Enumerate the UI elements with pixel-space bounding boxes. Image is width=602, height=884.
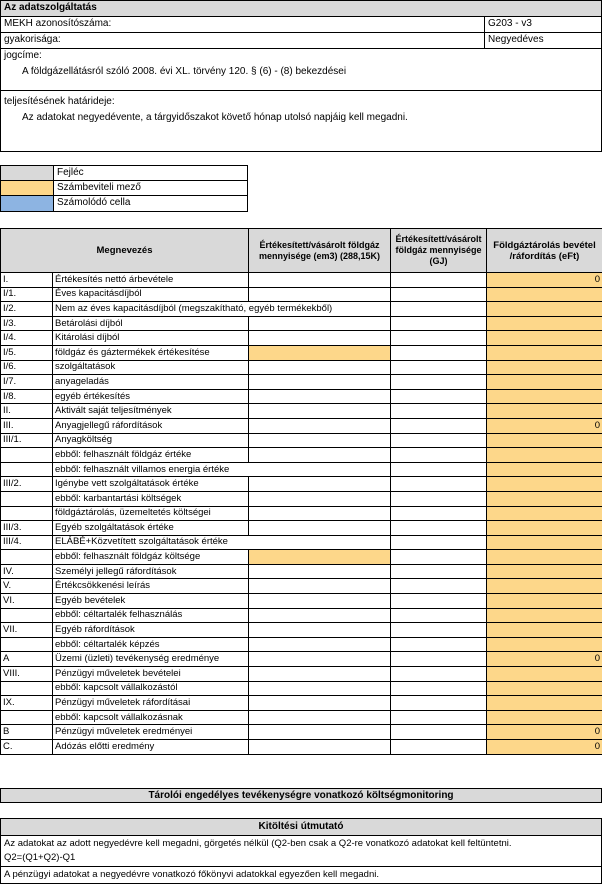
em3-cell[interactable] [249,637,391,652]
eft-cell[interactable] [487,681,602,696]
legend-row-line [54,180,247,181]
row-name: ebből: céltartalék felhasználás [53,608,249,623]
row-name: Személyi jellegű ráfordítások [53,564,249,579]
col-header-eft: Földgáztárolás bevétel /ráfordítás (eFt) [487,229,602,273]
jogcime-text: A földgázellátásról szóló 2008. évi XL. törvény 120. § (6) - (8) bekezdései [22,66,347,77]
legend-row-line [54,195,247,196]
em3-cell[interactable] [249,375,391,390]
eft-cell[interactable] [487,550,602,565]
gj-cell[interactable] [391,316,487,331]
table-row [1,725,602,740]
row-code: I/5. [1,345,53,360]
gj-cell[interactable] [391,491,487,506]
row-name: Aktivált saját teljesítmények [53,404,249,419]
gyakorisag-value: Negyedéves [488,34,544,45]
row-code [1,608,53,623]
gj-cell[interactable] [391,696,487,711]
em3-cell[interactable] [249,594,391,609]
eft-cell[interactable] [487,389,602,404]
legend-swatch-fejlec [1,166,54,181]
row-name: Pénzügyi műveletek eredményei [53,725,249,740]
table-row [1,448,602,463]
header-title: Az adatszolgáltatás [4,2,97,13]
gj-cell[interactable] [391,418,487,433]
em3-cell[interactable] [249,710,391,725]
eft-cell[interactable] [487,521,602,536]
row-name: Értékcsökkenési leírás [53,579,249,594]
legend-label-szamolodo: Számolódó cella [57,197,131,208]
row-code: III/2. [1,477,53,492]
gj-cell[interactable] [391,331,487,346]
hatarido-label: teljesítésének határideje: [4,96,115,107]
eft-cell[interactable] [487,462,602,477]
gj-cell[interactable] [391,710,487,725]
row-code: I/2. [1,302,53,317]
row-name: ebből: felhasznált földgáz értéke [53,448,249,463]
table-row [1,579,602,594]
azonosito-label: MEKH azonosítószáma: [4,18,112,29]
em3-cell[interactable] [249,316,391,331]
eft-cell[interactable] [487,623,602,638]
table-row [1,608,602,623]
row-name: Anyagköltség [53,433,249,448]
instruction-line: Q2=(Q1+Q2)-Q1 [4,852,76,863]
em3-cell[interactable] [249,389,391,404]
table-row [1,462,602,477]
table-row [1,740,602,755]
gj-cell[interactable] [391,448,487,463]
gj-cell[interactable] [391,564,487,579]
eft-cell[interactable] [487,287,602,302]
em3-cell[interactable] [249,477,391,492]
table-row [1,506,602,521]
row-name: Pénzügyi műveletek ráfordításai [53,696,249,711]
row-code: A [1,652,53,667]
table-row [1,637,602,652]
row-name: szolgáltatások [53,360,249,375]
em3-cell[interactable] [249,623,391,638]
table-row [1,594,602,609]
table-row [1,360,602,375]
row-code [1,550,53,565]
eft-cell[interactable] [487,345,602,360]
eft-cell[interactable]: 0 [487,273,602,288]
eft-cell[interactable] [487,477,602,492]
eft-cell[interactable] [487,316,602,331]
header-row-line [0,48,602,49]
table-row [1,345,602,360]
row-code: III/3. [1,521,53,536]
legend-label-fejlec: Fejléc [57,167,84,178]
eft-cell[interactable] [487,404,602,419]
em3-cell[interactable] [249,491,391,506]
row-name: Igénybe vett szolgáltatások értéke [53,477,249,492]
table-row [1,404,602,419]
row-name: földgáz és gáztermékek értékesítése [53,345,249,360]
row-code: I/6. [1,360,53,375]
row-code: VIII. [1,667,53,682]
row-code: V. [1,579,53,594]
em3-cell[interactable] [249,550,391,565]
azonosito-value: G203 - v3 [488,18,532,29]
row-code: I/7. [1,375,53,390]
table-row [1,287,602,302]
gj-cell[interactable] [391,521,487,536]
eft-cell[interactable] [487,433,602,448]
row-code: II. [1,404,53,419]
row-code: I/3. [1,316,53,331]
em3-cell[interactable] [249,579,391,594]
row-code: III/1. [1,433,53,448]
row-name: ebből: kapcsolt vállalkozástól [53,681,249,696]
table-row [1,389,602,404]
gj-cell[interactable] [391,287,487,302]
gj-cell[interactable] [391,725,487,740]
row-name: Nem az éves kapacitásdíjból (megszakítható, egyéb termékekből) [53,302,391,317]
gj-cell[interactable] [391,404,487,419]
row-code: I/8. [1,389,53,404]
gj-cell[interactable] [391,360,487,375]
table-row [1,710,602,725]
gj-cell[interactable] [391,667,487,682]
gj-cell[interactable] [391,433,487,448]
em3-cell[interactable] [249,740,391,755]
row-name: Egyéb ráfordítások [53,623,249,638]
row-code: VII. [1,623,53,638]
eft-cell[interactable] [487,667,602,682]
legend-label-szambeviteli: Számbeviteli mező [57,182,141,193]
col-header-em3: Értékesített/vásárolt földgáz mennyisége (em3) (288,15K) [249,229,391,273]
table-row [1,375,602,390]
row-code [1,637,53,652]
eft-cell[interactable]: 0 [487,652,602,667]
eft-cell[interactable]: 0 [487,740,602,755]
eft-cell[interactable] [487,302,602,317]
instruction-line: A pénzügyi adatokat a negyedévre vonatkozó főkönyvi adatokkal egyezően kell megadni. [4,869,379,880]
row-name: ebből: kapcsolt vállalkozásnak [53,710,249,725]
row-name: Üzemi (üzleti) tevékenység eredménye [53,652,249,667]
eft-cell[interactable] [487,579,602,594]
instruction-line: Az adatokat az adott negyedévre kell megadni, görgetés nélkül (Q2-ben csak a Q2-re vonatkozó adatokat kell feltüntetni. [4,838,512,849]
eft-cell[interactable] [487,696,602,711]
gj-cell[interactable] [391,550,487,565]
row-code [1,448,53,463]
row-code: IX. [1,696,53,711]
table-row [1,652,602,667]
row-code: I/1. [1,287,53,302]
row-code [1,506,53,521]
cost-table-body [1,273,602,755]
row-code [1,710,53,725]
legend-swatch-szamolodo [1,196,54,211]
row-code [1,681,53,696]
table-row [1,564,602,579]
em3-cell[interactable] [249,448,391,463]
gj-cell[interactable] [391,652,487,667]
em3-cell[interactable] [249,725,391,740]
em3-cell[interactable] [249,564,391,579]
gj-cell[interactable] [391,535,487,550]
em3-cell[interactable] [249,681,391,696]
gj-cell[interactable] [391,623,487,638]
table-row [1,550,602,565]
hatarido-text: Az adatokat negyedévente, a tárgyidőszakot követő hónap utolsó napjáig kell megadni. [22,112,408,123]
table-row [1,477,602,492]
table-row [1,302,602,317]
gj-cell[interactable] [391,608,487,623]
em3-cell[interactable] [249,696,391,711]
instructions-title: Kitöltési útmutató [258,821,344,832]
table-row [1,331,602,346]
row-name: Egyéb szolgáltatások értéke [53,521,249,536]
em3-cell[interactable] [249,404,391,419]
row-name: Betárolási díjból [53,316,249,331]
gj-cell[interactable] [391,637,487,652]
cost-table [0,228,602,755]
row-name: Értékesítés nettó árbevétele [53,273,249,288]
table-row [1,273,602,288]
row-code: IV. [1,564,53,579]
row-name: ebből: céltartalék képzés [53,637,249,652]
em3-cell[interactable] [249,667,391,682]
gj-cell[interactable] [391,594,487,609]
em3-cell[interactable] [249,287,391,302]
col-header-megnevezes: Megnevezés [1,229,249,273]
em3-cell[interactable] [249,652,391,667]
row-name: anyageladás [53,375,249,390]
eft-cell[interactable]: 0 [487,725,602,740]
row-code [1,462,53,477]
row-name: ELÁBÉ+Közvetített szolgáltatások értéke [53,535,391,550]
gj-cell[interactable] [391,477,487,492]
eft-cell[interactable] [487,448,602,463]
eft-cell[interactable] [487,535,602,550]
header-value-divider [484,16,485,49]
row-name: Éves kapacitásdíjból [53,287,249,302]
em3-cell[interactable] [249,433,391,448]
row-code: I. [1,273,53,288]
row-code: VI. [1,594,53,609]
table-row [1,535,602,550]
eft-cell[interactable] [487,710,602,725]
row-code: I/4. [1,331,53,346]
eft-cell[interactable] [487,594,602,609]
gj-cell[interactable] [391,506,487,521]
gj-cell[interactable] [391,681,487,696]
table-row [1,316,602,331]
row-code [1,491,53,506]
row-name: ebből: karbantartási költségek [53,491,249,506]
table-row [1,491,602,506]
em3-cell[interactable] [249,331,391,346]
header-row-line [0,90,602,91]
gj-cell[interactable] [391,579,487,594]
em3-cell[interactable] [249,418,391,433]
em3-cell[interactable] [249,345,391,360]
eft-cell[interactable] [487,637,602,652]
table-row [1,667,602,682]
row-name: Pénzügyi műveletek bevételei [53,667,249,682]
col-header-gj: Értékesített/vásárolt földgáz mennyisége (GJ) [391,229,487,273]
header-row-line [0,32,602,33]
gyakorisag-label: gyakorisága: [4,34,61,45]
gj-cell[interactable] [391,389,487,404]
row-name: Kitárolási díjból [53,331,249,346]
eft-cell[interactable] [487,608,602,623]
gj-cell[interactable] [391,740,487,755]
row-code: B [1,725,53,740]
table-row [1,623,602,638]
row-name: Adózás előtti eredmény [53,740,249,755]
gj-cell[interactable] [391,302,487,317]
footer-banner-text: Tárolói engedélyes tevékenységre vonatkozó költségmonitoring [148,790,454,801]
eft-cell[interactable] [487,506,602,521]
eft-cell[interactable] [487,360,602,375]
eft-cell[interactable] [487,375,602,390]
table-row [1,521,602,536]
row-code: C. [1,740,53,755]
gj-cell[interactable] [391,345,487,360]
row-name: Egyéb bevételek [53,594,249,609]
table-row [1,418,602,433]
eft-cell[interactable] [487,491,602,506]
jogcime-label: jogcíme: [4,50,42,61]
em3-cell[interactable] [249,273,391,288]
legend-swatch-szambeviteli [1,181,54,196]
row-code: III. [1,418,53,433]
eft-cell[interactable] [487,331,602,346]
em3-cell[interactable] [249,521,391,536]
row-name: földgáztárolás, üzemeltetés költségei [53,506,249,521]
eft-cell[interactable] [487,564,602,579]
table-row [1,433,602,448]
gj-cell[interactable] [391,462,487,477]
table-row [1,681,602,696]
table-row [1,696,602,711]
row-name: Anyagjellegű ráfordítások [53,418,249,433]
row-code: III/4. [1,535,53,550]
em3-cell[interactable] [249,360,391,375]
em3-cell[interactable] [249,506,391,521]
gj-cell[interactable] [391,375,487,390]
row-name: ebből: felhasznált földgáz költsége [53,550,249,565]
row-name: egyéb értékesítés [53,389,249,404]
instructions-divider [0,866,602,867]
gj-cell[interactable] [391,273,487,288]
row-name: ebből: felhasznált villamos energia értéke [53,462,391,477]
eft-cell[interactable]: 0 [487,418,602,433]
em3-cell[interactable] [249,608,391,623]
